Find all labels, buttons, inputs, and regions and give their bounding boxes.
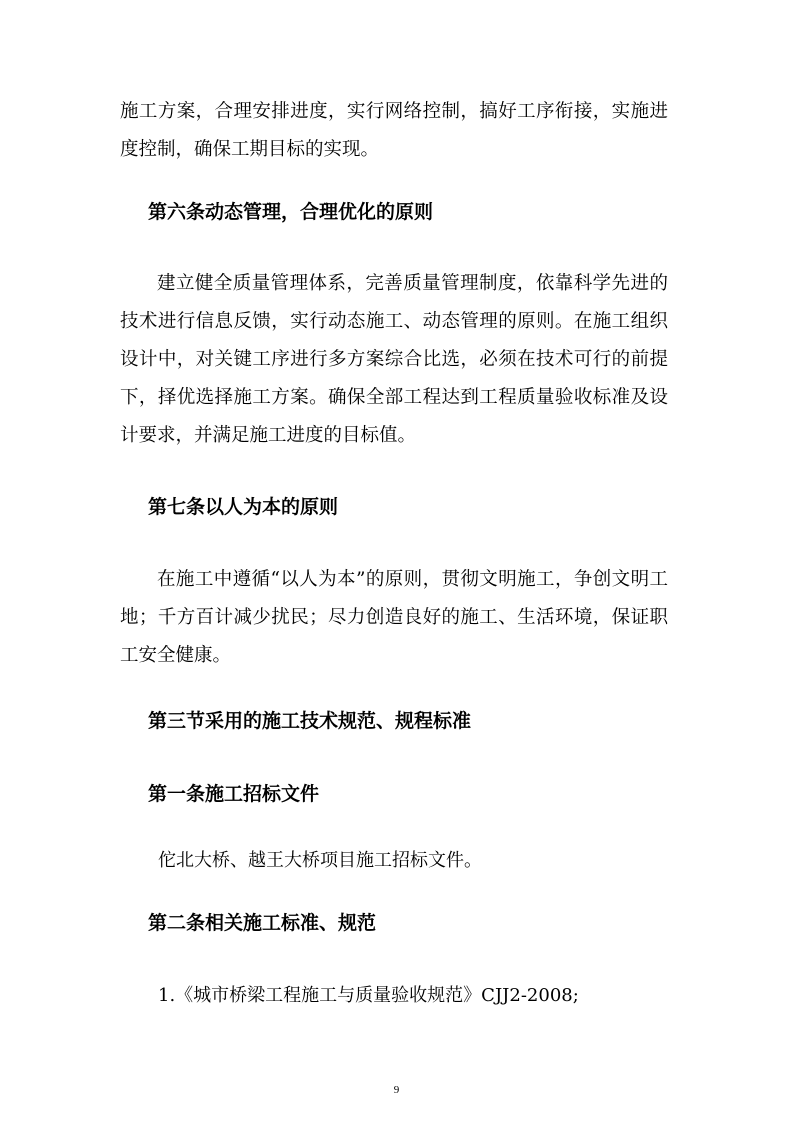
paragraph-article-7: 在施工中遵循“以人为本”的原则，贯彻文明施工，争创文明工地；千方百计减少扰民；尽力创造良好的施工、生活环境，保证职工安全健康。 [120, 569, 668, 666]
heading-article-2: 第二条相关施工标准、规范 [148, 912, 377, 934]
paragraph-article-6: 建立健全质量管理体系，完善质量管理制度，依靠科学先进的技术进行信息反馈，实行动态施工、动态管理的原则。在施工组织设计中，对关键工序进行多方案综合比选，必须在技术可行的前提下，择优选择施工方案。确保全部工程达到工程质量验收标准及设计要求，并满足施工进度的目标值。 [120, 273, 668, 446]
heading-article-1: 第一条施工招标文件 [148, 783, 320, 805]
paragraph-continuation: 施工方案，合理安排进度，实行网络控制，搞好工序衔接，实施进度控制，确保工期目标的实现。 [120, 101, 668, 160]
page-number: 9 [393, 1084, 400, 1096]
heading-section-3: 第三节采用的施工技术规范、规程标准 [148, 710, 472, 732]
heading-article-6: 第六条动态管理，合理优化的原则 [148, 201, 434, 223]
standard-item-1: 1.《城市桥梁工程施工与质量验收规范》CJJ2-2008; [158, 985, 579, 1006]
paragraph-article-1: 佗北大桥、越王大桥项目施工招标文件。 [158, 850, 482, 871]
heading-article-7: 第七条以人为本的原则 [148, 496, 339, 518]
